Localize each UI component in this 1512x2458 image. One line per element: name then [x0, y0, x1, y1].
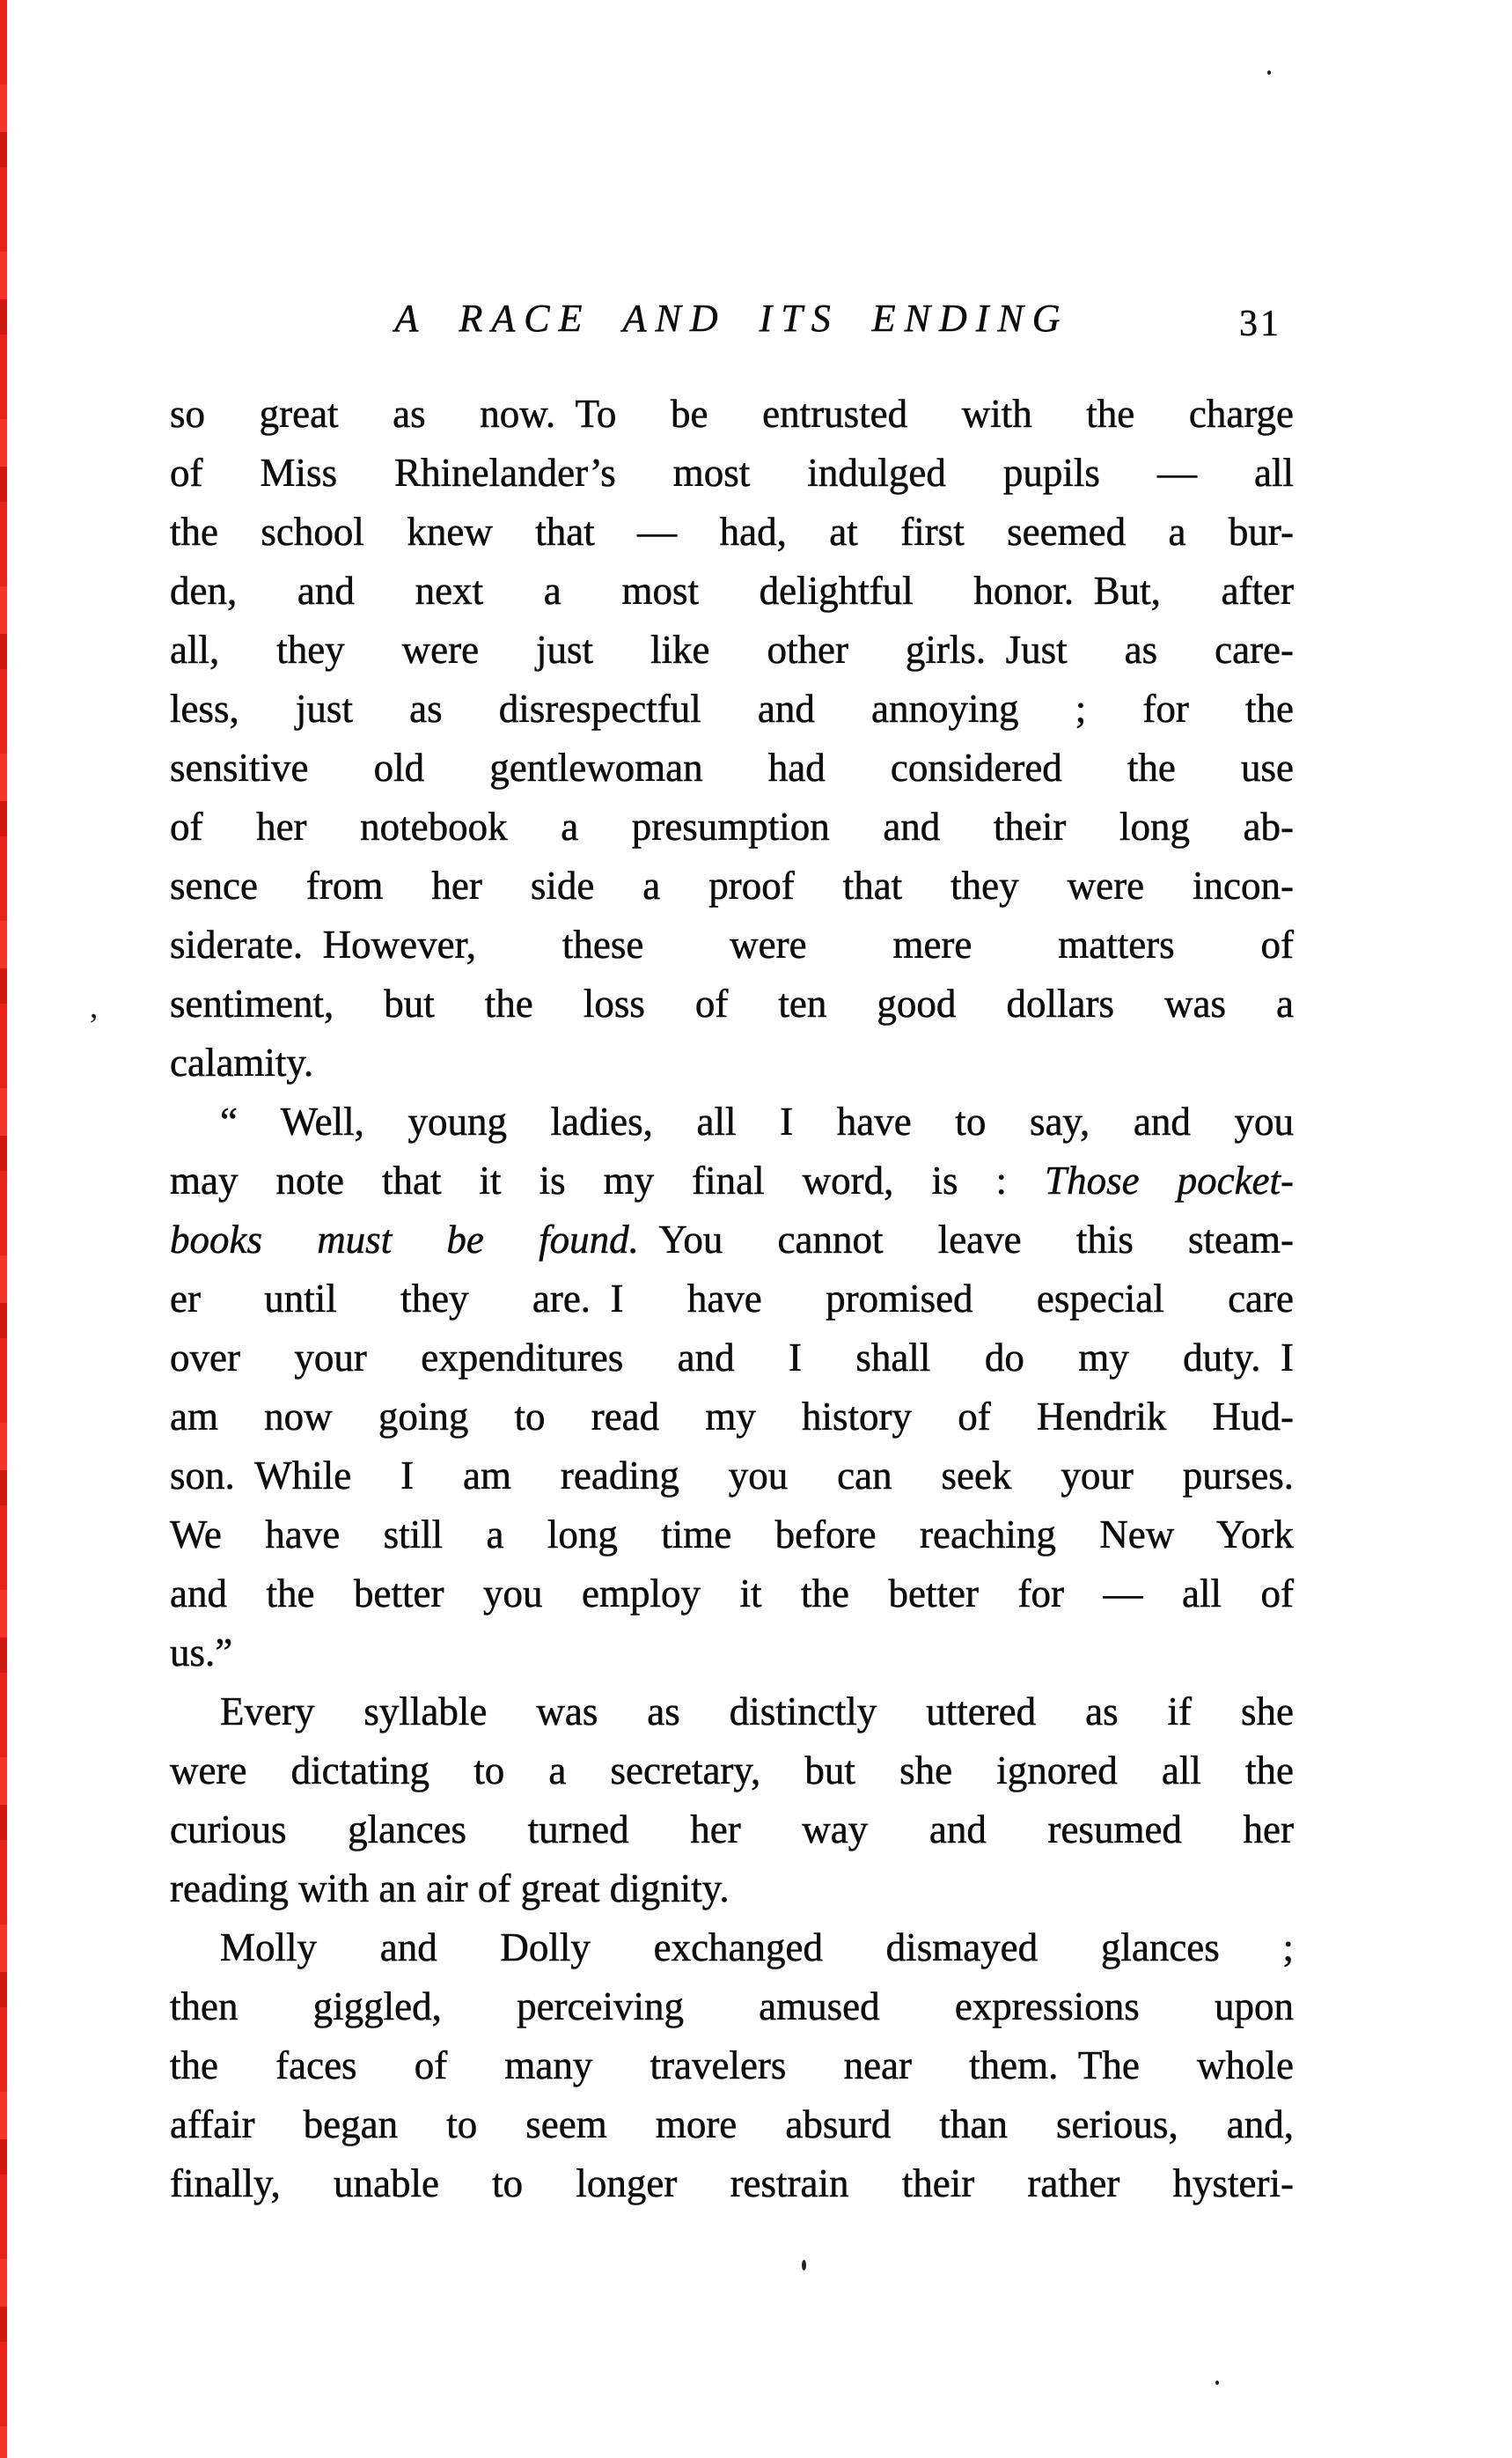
paragraph — [170, 1682, 1294, 1918]
margin-mark: ’ — [88, 1007, 99, 1044]
text-line — [170, 1446, 1294, 1505]
paragraph — [170, 385, 1294, 1093]
text-segment: of her notebook a presumption and their long ab- — [170, 805, 1294, 849]
text-segment: curious glances turned her way and resumed her — [170, 1807, 1294, 1851]
ink-speck — [1267, 70, 1271, 75]
text-line — [170, 916, 1294, 975]
text-line — [170, 1328, 1294, 1387]
text-segment: the faces of many travelers near them. The whole — [170, 2043, 1294, 2087]
text-segment: were dictating to a secretary, but she ignored all the — [170, 1748, 1294, 1792]
text-line — [170, 1682, 1294, 1741]
text-segment: sence from her side a proof that they were incon- — [170, 864, 1294, 908]
text-line — [170, 1741, 1294, 1800]
text-segment: and the better you employ it the better for — all of — [170, 1571, 1294, 1615]
text-segment: Every syllable was as distinctly uttered as if she — [220, 1689, 1294, 1733]
text-line — [170, 1034, 1294, 1093]
text-line — [170, 562, 1294, 621]
text-segment: We have still a long time before reaching New York — [170, 1512, 1294, 1556]
text-segment: Molly and Dolly exchanged dismayed glances ; — [220, 1925, 1294, 1969]
italic-text-segment: books must be found. — [170, 1218, 639, 1262]
text-line — [170, 2154, 1294, 2213]
text-segment: calamity. — [170, 1041, 314, 1085]
text-line — [170, 1387, 1294, 1446]
text-line — [170, 975, 1294, 1034]
text-line — [170, 444, 1294, 503]
text-line — [170, 1211, 1294, 1269]
text-segment: er until they are. I have promised especial care — [170, 1277, 1294, 1321]
paragraph — [170, 1093, 1294, 1682]
text-segment: over your expenditures and I shall do my duty. I — [170, 1336, 1294, 1380]
text-line — [170, 680, 1294, 739]
text-segment: sensitive old gentlewoman had considered the use — [170, 746, 1294, 790]
text-segment: “ Well, young ladies, all I have to say, and you — [220, 1100, 1294, 1144]
running-header — [170, 291, 1294, 347]
text-segment: reading with an air of great dignity. — [170, 1866, 730, 1910]
text-line — [170, 1859, 1294, 1918]
text-line — [170, 739, 1294, 798]
text-line — [170, 2036, 1294, 2095]
text-segment: You cannot leave this steam- — [638, 1218, 1294, 1262]
text-segment: siderate. However, these were mere matters of — [170, 923, 1294, 967]
text-segment: the school knew that — had, at first seemed a bur- — [170, 510, 1294, 554]
text-segment: son. While I am reading you can seek your purses. — [170, 1453, 1294, 1498]
text-segment: finally, unable to longer restrain their rather hysteri- — [170, 2161, 1294, 2205]
text-line — [170, 1800, 1294, 1859]
text-segment: so great as now. To be entrusted with the charge — [170, 392, 1294, 436]
text-segment: den, and next a most delightful honor. But, after — [170, 569, 1294, 613]
text-segment: all, they were just like other girls. Just as care- — [170, 628, 1294, 672]
text-line — [170, 503, 1294, 562]
text-segment: sentiment, but the loss of ten good dollars was a — [170, 982, 1294, 1026]
text-line — [170, 1623, 1294, 1682]
text-segment: of Miss Rhinelander’s most indulged pupils — all — [170, 451, 1294, 495]
text-line — [170, 1505, 1294, 1564]
text-line — [170, 1093, 1294, 1152]
text-line — [170, 1977, 1294, 2036]
ink-speck — [1215, 2381, 1219, 2385]
text-segment: affair began to seem more absurd than serious, and, — [170, 2102, 1294, 2146]
text-segment: less, just as disrespectful and annoying ; for the — [170, 687, 1294, 731]
text-line — [170, 1564, 1294, 1623]
text-line — [170, 621, 1294, 680]
page-number: 31 — [1239, 304, 1281, 344]
text-line — [170, 1918, 1294, 1977]
text-line — [170, 857, 1294, 916]
text-block — [170, 385, 1294, 2213]
page-title: A RACE AND ITS ENDING — [394, 297, 1069, 340]
text-segment: then giggled, perceiving amused expressions upon — [170, 1984, 1294, 2028]
text-line — [170, 1269, 1294, 1328]
text-segment: am now going to read my history of Hendrik Hud- — [170, 1395, 1294, 1439]
text-segment: us.” — [170, 1630, 233, 1674]
paragraph — [170, 1918, 1294, 2213]
italic-text-segment: Those pocket- — [1045, 1159, 1295, 1203]
ink-speck — [802, 2260, 806, 2270]
text-segment: may note that it is my final word, is : — [170, 1159, 1046, 1203]
scan-edge-bar — [0, 0, 7, 2458]
text-line — [170, 2095, 1294, 2154]
text-line — [170, 1152, 1294, 1211]
text-line — [170, 385, 1294, 444]
text-line — [170, 798, 1294, 857]
